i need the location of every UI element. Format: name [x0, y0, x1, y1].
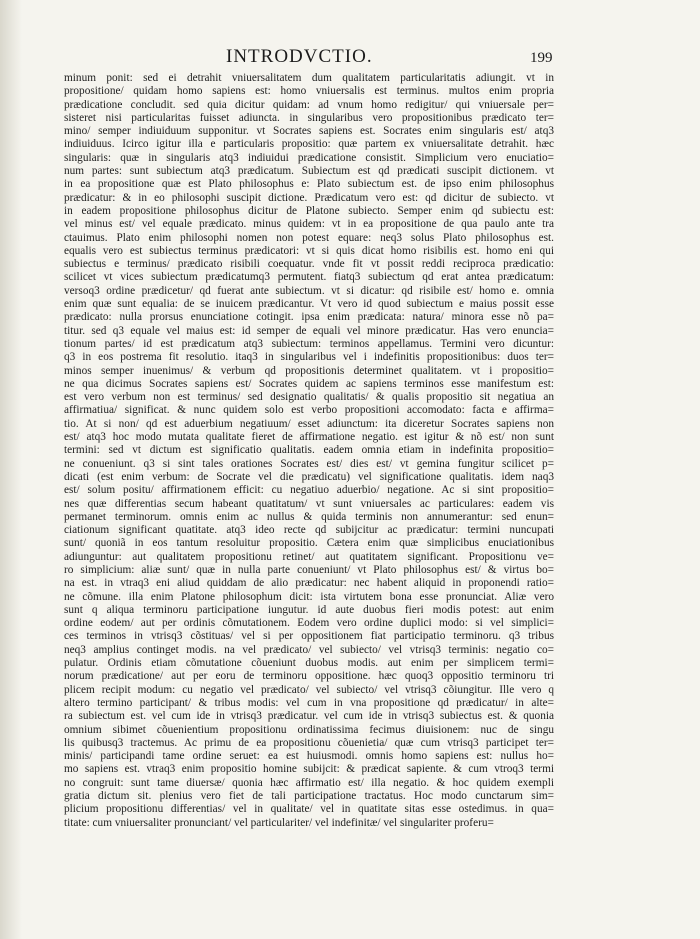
- text-line: sunt/ quoniã in eos tantum resoluitur propositio. Cætera enim quæ simplicibus enuciationibus: [64, 537, 554, 550]
- text-line: mo sapiens est. vtraq3 enim propositio homine subijcit: & prædicat sapiente. & cum vtroq3 termi: [64, 763, 554, 776]
- text-line: versoq3 ordine prædicetur/ qd fuerat ante subiectum. vt si dicatur: qd risibile est/ homo e. omnia: [64, 284, 554, 297]
- text-line: titate: cum vniuersaliter pronunciant/ vel particulariter/ vel indefinitæ/ vel singulariter proferu=: [64, 816, 494, 829]
- text-line: omnium sibimet cõuenientium propositionu ordinatissima fecimus diuisionem: nuc de singu: [64, 723, 554, 736]
- text-line: na est. in vtraq3 eni aliud quiddam de alio prædicatur: nec habent aliquid in proponendi ratio=: [64, 577, 554, 590]
- text-line: ne conueniunt. q3 si sint tales orationes Socrates est/ dies est/ vt gemina fungitur scilicet p=: [64, 457, 554, 470]
- text-line: prædicatur: & in eo philosophi suscipit dictione. Prædicatum vero est: qd dicitur de subiecto. vt: [64, 191, 554, 204]
- text-line: sisteret nisi particularitas fuisset adiuncta. in singularibus vero propositionibus prædicato ter=: [64, 111, 554, 124]
- text-line: scilicet vt vices subiectum prædicatumq3 permutent. fiatq3 subiectum qd erat antea prædicatum:: [64, 271, 554, 284]
- text-line: singularis: quæ in singularis atq3 indiuidui prædicatione consistit. Simplicium vero enuciatio=: [64, 151, 554, 164]
- text-line: pulatur. Ordinis etiam cõmutatione cõueniunt duobus modis. aut enim per simplicem termi=: [64, 657, 554, 670]
- page-number: 199: [530, 50, 553, 66]
- text-line: propositione/ quidam homo sapiens est: homo vniuersalis est terminus. multos enim propria: [64, 85, 554, 98]
- text-line: no congruit: sunt tame diuersæ/ quonia hæc affirmatio est/ illa negatio. & hoc quidem exempli: [64, 776, 554, 789]
- text-line: minis/ participandi tame ordine seruet: ea est huiusmodi. omnis homo sapiens est: nullus ho=: [64, 750, 554, 763]
- text-line: altero termino participant/ & tribus modis: vel cum in vna propositione qd prædicatur/ in alte=: [64, 696, 554, 709]
- text-line: norum prædicatione/ aut per eoru de terminoru oppositione. hæc quoq3 oppositio terminoru tri: [64, 670, 554, 683]
- text-line: titur. sed q3 equale vel maius est: id semper de equali vel minore prædicatur. Has vero enuncia=: [64, 324, 554, 337]
- text-line: q3 in eos postrema fit resolutio. itaq3 in singularibus vel i indefinitis propositionibus: duos ter=: [64, 351, 554, 364]
- text-line: est vero verbum non est terminus/ sed designatio qualitatis/ & qualis propositio sit negatiua an: [64, 391, 554, 404]
- text-line: est/ solum positu/ affirmationem efficit: cu negatiuo aduerbio/ negatione. Ac si sint propositio=: [64, 484, 554, 497]
- text-line: num partes: sunt subiectum atq3 prædicatum. Subiectum est qd prædicati suscipit dictionem. vt: [64, 165, 554, 178]
- text-line: dicati (est enim verbum: de Socrate vel die prædicatu) vel significatione qualitatis. idem naq3: [64, 470, 554, 483]
- text-line: sunt q aliqua terminoru participatione iungutur. id aute duobus fieri modis potest: aut enim: [64, 603, 554, 616]
- text-line: ctauimus. Plato enim philosophi nomen non potest equare: neq3 solus Plato philosophus est.: [64, 231, 554, 244]
- text-line: mino/ semper indiuiduum supponitur. vt Socrates sapiens est. Socrates enim singularis est/ atq3: [64, 125, 554, 138]
- text-line: equalis vero est subiectus terminus prædicatori: vt si quis dicat homo risibilis est. homo eni qui: [64, 244, 554, 257]
- text-line: nes quæ differentias secum habeant quatitatum/ vt sunt vniuersales ac particulares: eadem vis: [64, 497, 554, 510]
- text-line: minos semper inuenimus/ & verbum qd propositionis determinet qualitatem. vt i propositio=: [64, 364, 554, 377]
- text-line: permanet terminorum. omnis enim ac nullus & quida terminis non annumerantur: sed enun=: [64, 510, 554, 523]
- text-line: est/ atq3 hoc modo mutata qualitate fieret de affirmatione negatio. est igitur & nõ est/ non sunt: [64, 431, 554, 444]
- text-line: ne cõmune. illa enim Platone philosophum dicit: ista virtutem bona esse pronunciat. Aliæ vero: [64, 590, 554, 603]
- text-line: ces terminos in vtrisq3 cõstituas/ vel si per oppositionem fiat participatio terminoru. q3 tribus: [64, 630, 554, 643]
- text-line: lis quibusq3 tractemus. Ac primu de ea propositionu cõuenietia/ quæ cum vtrisq3 participet ter=: [64, 736, 554, 749]
- text-line: tio. At si non/ qd est aduerbium negatiuum/ esset adiunctum: ita diceretur Socrates sapiens non: [64, 417, 554, 430]
- text-line: in ea propositione quæ est Plato philosophus e: Plato subiectum est. de ipso enim philosophus: [64, 178, 554, 191]
- text-line: plicium propositionu differentias/ vel in qualitate/ vel in quatitate sitas esse ostedimus. in qua=: [64, 803, 554, 816]
- text-line: neq3 amplius continget modis. na vel prædicato/ vel subiecto/ vel vtrisq3 terminis: negatio co=: [64, 643, 554, 656]
- text-line: affirmatiua/ significat. & nunc quidem solo est verbo propositioni accomodato: facta e affirma=: [64, 404, 554, 417]
- text-line: gratia dictum sit. plenius vero fiet de tali participatione tractatus. Hoc modo cunctarum sim=: [64, 790, 554, 803]
- text-line: plicem recipit modum: cu negatio vel prædicato/ vel subiecto/ vel vtrisq3 cõiungitur. Ille vero q: [64, 683, 554, 696]
- text-line: enim quæ sunt equalia: de se inuicem prædicantur. Vt vero id quod subiectum e maius possit esse: [64, 298, 554, 311]
- text-line: ra subiectum est. vel cum ide in vtrisq3 prædicatur. vel cum ide in vtrisq3 subiectus est. & quonia: [64, 710, 554, 723]
- text-line: adiunguntur: aut qualitatem propositionu retinet/ aut quatitatem significant. Propositionu ve=: [64, 550, 554, 563]
- text-line: tionum partes/ id est prædicatum atq3 subiectum: terminos appellamus. Termini vero dicuntur:: [64, 337, 554, 350]
- text-line: prædicatione concludit. sed quia dicitur quidam: ad vnum homo redigitur/ qui vniuersale per=: [64, 98, 554, 111]
- text-line: ciationum significant quatitate. atq3 ideo recte qd subijcitur ac prædicatur: termini nuncupati: [64, 524, 554, 537]
- text-line: subiectus e terminus/ prædicato risibili coequatur. vnde fit vt possit reddi reciproca prædicatio:: [64, 258, 554, 271]
- text-line: vel minus est/ vel equale prædicato. minus quidem: vt in ea propositione de qua paulo ante tra: [64, 218, 554, 231]
- text-line: indiuiduus. Icirco igitur illa e particularis propositio: quæ partem ex vniuersalitate detrahit. hæc: [64, 138, 554, 151]
- body-text: [64, 72, 554, 830]
- text-line: ordine eodem/ aut per ordinis cõmutationem. Eodem vero ordine duplici modo: si vel simplici=: [64, 617, 554, 630]
- text-line: minum ponit: sed ei detrahit vniuersalitatem dum qualitatem particularitatis adiungit. vt in: [64, 72, 554, 84]
- text-line: termini: sed vt dictum est significatio qualitatis. eadem omnia etiam in indefinita propositio=: [64, 444, 554, 457]
- text-line: ne qua dicimus Socrates sapiens est/ Socrates quidem ac sapiens terminos esse manifestum est:: [64, 377, 554, 390]
- text-line: ro simplicium: aliæ sunt/ quæ in nulla parte conueniunt/ vt Plato philosophus est/ & virtus bo=: [64, 563, 554, 576]
- gutter-shadow: [0, 0, 22, 939]
- running-head: INTRODVCTIO.: [226, 46, 373, 67]
- text-line: in eadem propositione philosophus dicitur de Platone subiecto. Semper enim qd subiectu est:: [64, 204, 554, 217]
- text-line: prædicato: nulla prorsus enunciatione cotingit. ipsa enim prædicata: natura/ minora esse nõ pa=: [64, 311, 554, 324]
